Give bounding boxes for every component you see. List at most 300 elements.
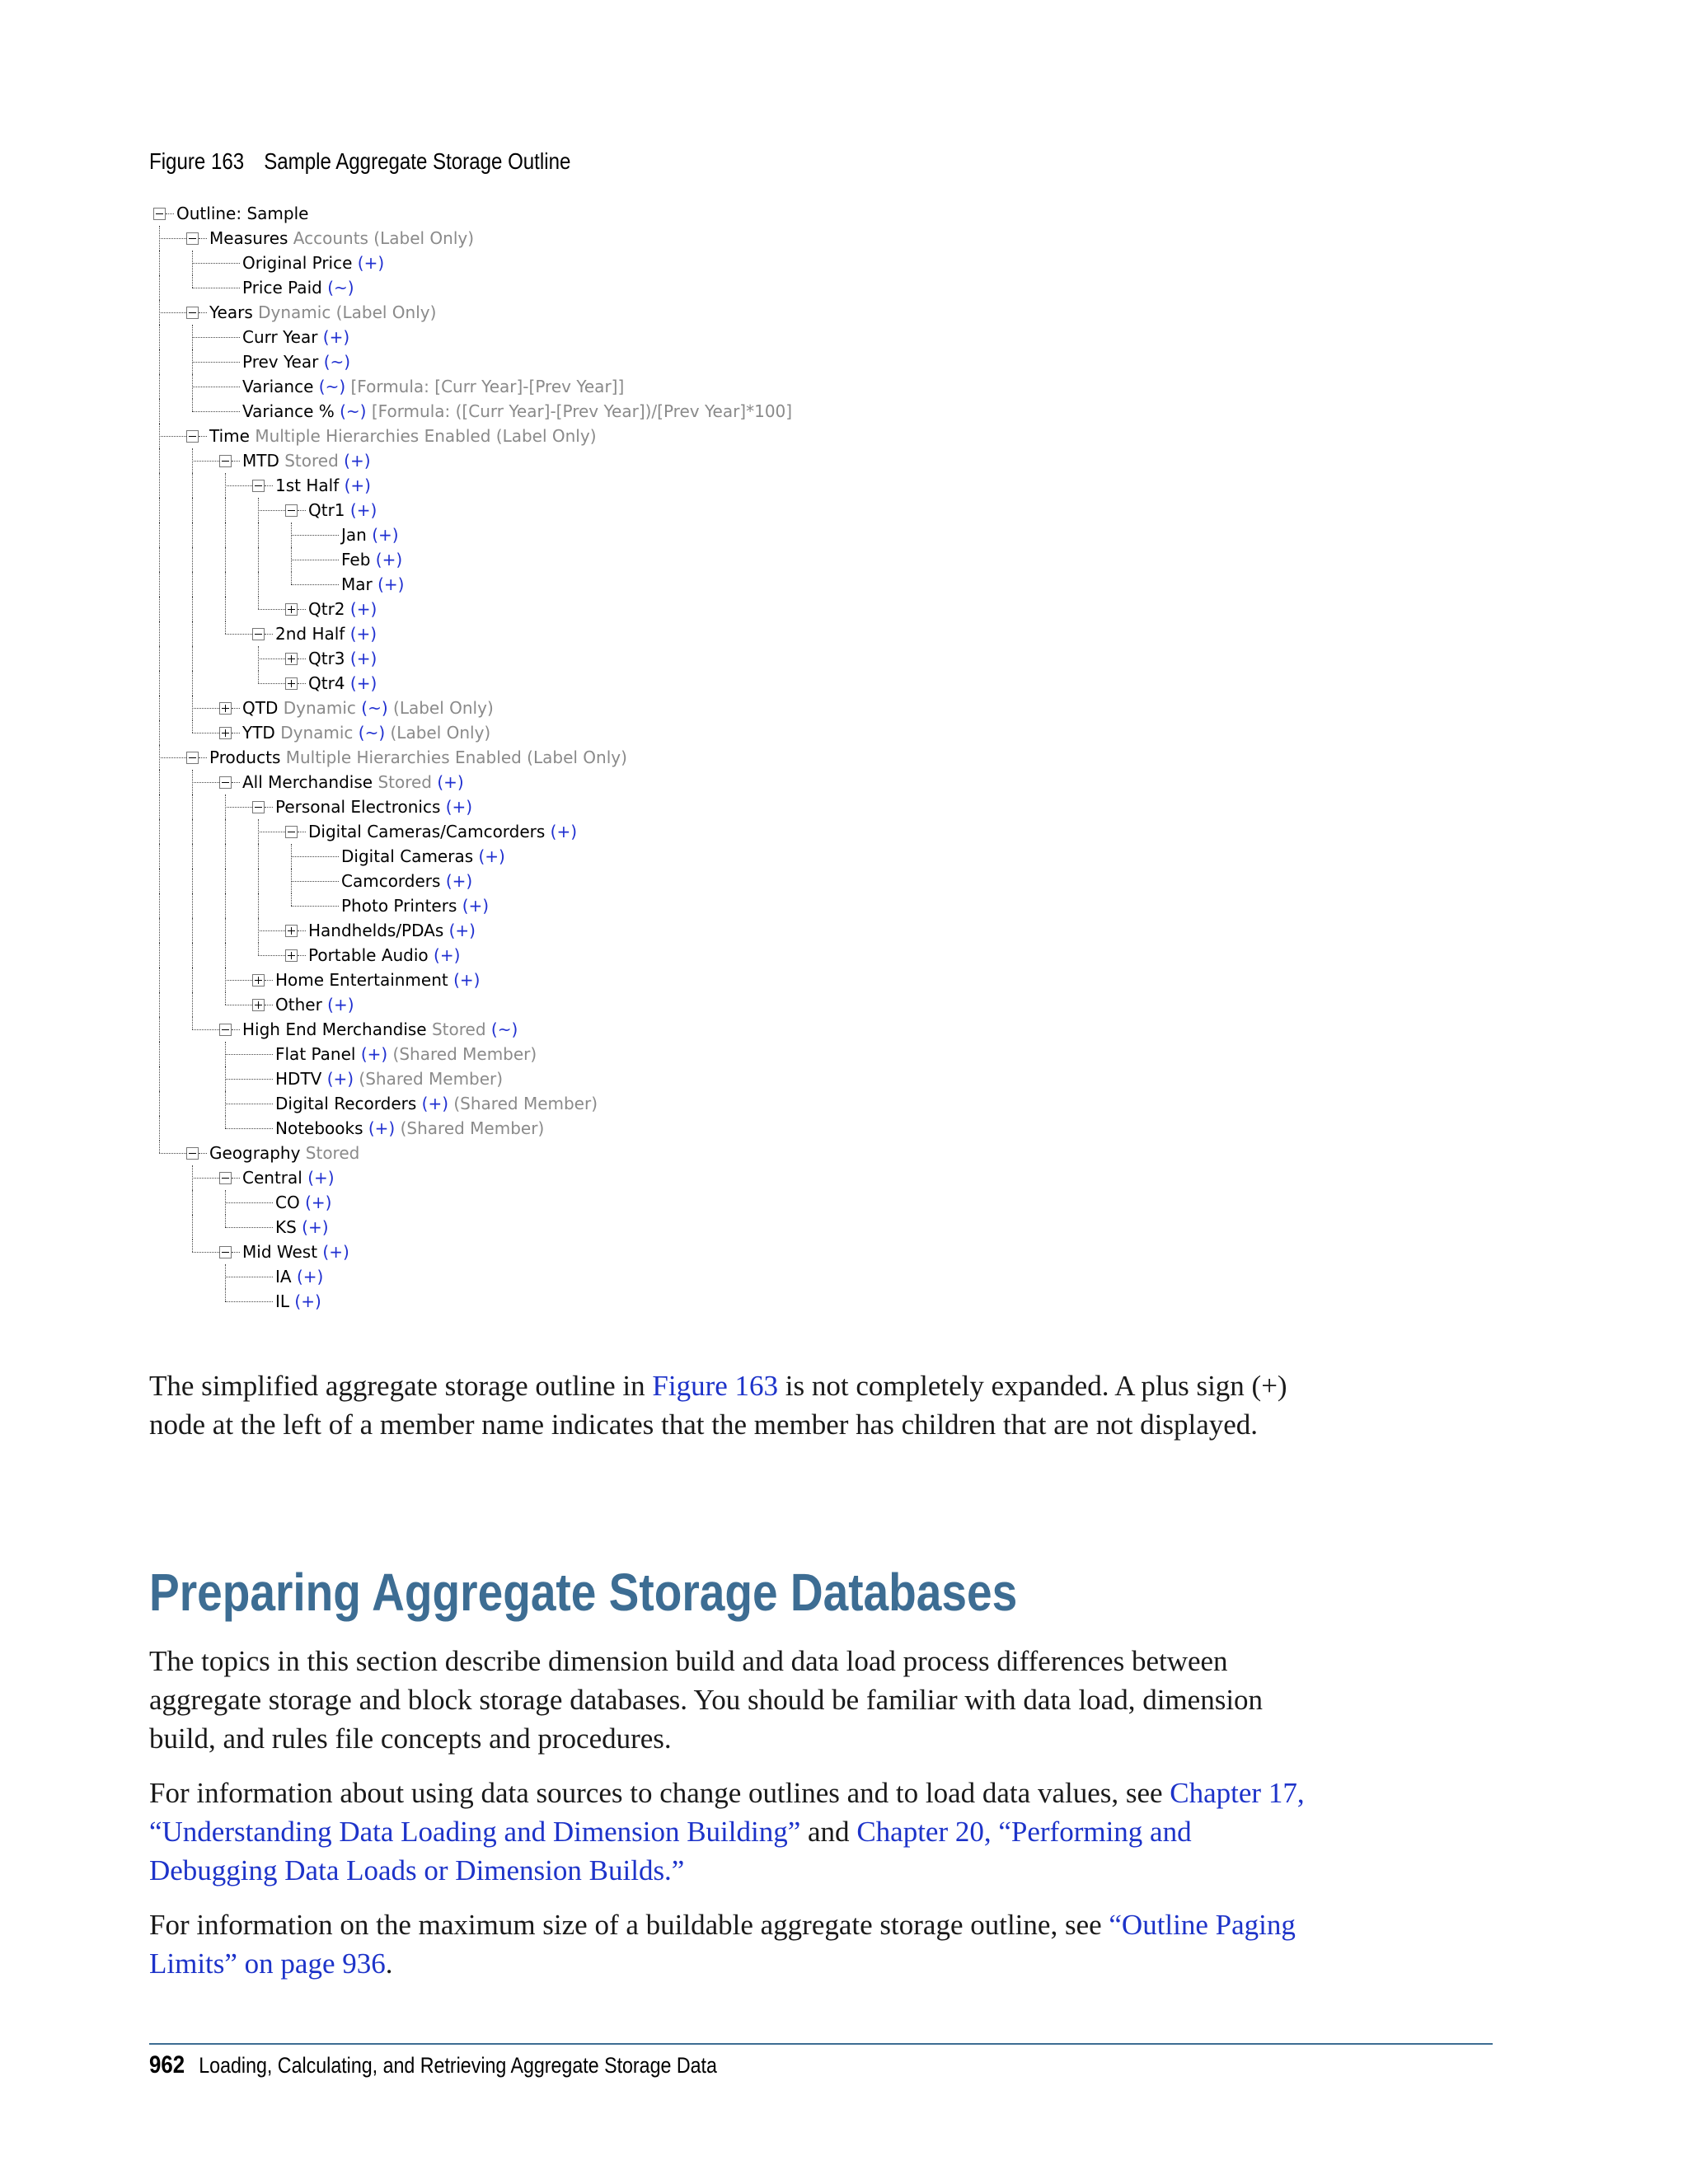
tree-guide-line <box>225 918 226 943</box>
tree-connector-line <box>159 436 186 437</box>
outline-member-qtr1[interactable] <box>308 498 377 523</box>
member-name: High End Merchandise <box>242 1019 432 1039</box>
tree-connector-line <box>192 1029 219 1030</box>
member-name: Variance <box>242 377 319 396</box>
member-property: [Formula: [Curr Year]-[Prev Year]] <box>345 377 625 396</box>
tree-connector-line <box>159 238 186 239</box>
member-property: Stored <box>377 772 438 792</box>
tree-guide-line <box>225 844 226 869</box>
outline-member-ytd[interactable] <box>242 720 490 745</box>
running-footer: Loading, Calculating, and Retrieving Aggregate Storage Data <box>199 2053 717 2078</box>
member-name: Feb <box>341 550 376 569</box>
tree-branch-line <box>225 1215 226 1227</box>
member-name: Products <box>209 748 286 767</box>
member-name: Handhelds/PDAs <box>308 921 449 940</box>
outline-member-central[interactable] <box>242 1165 335 1190</box>
tree-connector-line <box>166 213 174 214</box>
consolidation-symbol: (+) <box>372 525 399 545</box>
tree-connector-line <box>265 634 273 635</box>
tree-connector-line <box>192 461 219 462</box>
tree-guide-line <box>159 498 160 523</box>
tree-connector-line <box>192 708 219 709</box>
collapse-icon[interactable] <box>252 801 265 813</box>
member-name: Qtr2 <box>308 599 350 619</box>
member-name: Digital Recorders <box>275 1094 422 1113</box>
outline-member-mtd[interactable] <box>242 448 371 473</box>
tree-guide-line <box>225 869 226 893</box>
footer-rule <box>149 2043 1493 2045</box>
outline-member-outline-sample[interactable] <box>176 201 308 226</box>
member-name: Home Entertainment <box>275 970 454 990</box>
consolidation-symbol: (+) <box>445 797 473 817</box>
member-name: Flat Panel <box>275 1044 361 1064</box>
tree-guide-line <box>159 523 160 547</box>
member-name: 2nd Half <box>275 624 350 644</box>
expand-icon[interactable] <box>285 949 298 962</box>
outline-member-other[interactable] <box>275 992 354 1017</box>
member-name: Outline: Sample <box>176 204 309 223</box>
tree-connector-line <box>199 312 207 313</box>
consolidation-symbol: (+) <box>296 1267 324 1286</box>
consolidation-symbol: (+) <box>305 1193 332 1212</box>
tree-guide-line <box>225 547 226 572</box>
tree-connector-line <box>291 881 339 882</box>
outline-member-all-merchandise[interactable] <box>242 770 464 794</box>
member-name: Portable Audio <box>308 945 434 965</box>
outline-member-price-paid[interactable] <box>242 275 354 300</box>
tree-connector-line <box>159 757 186 758</box>
tree-connector-line <box>258 510 285 511</box>
tree-branch-line <box>192 399 193 411</box>
tree-guide-line <box>159 1066 160 1091</box>
member-property: (Label Only) <box>385 723 491 743</box>
collapse-icon[interactable] <box>186 752 199 764</box>
tree-connector-line <box>258 955 285 956</box>
tree-guide-line <box>192 893 193 918</box>
outline-member-flat-panel[interactable] <box>275 1042 537 1066</box>
tree-guide-line <box>159 794 160 819</box>
tree-connector-line <box>291 906 339 907</box>
consolidation-symbol: (+) <box>377 574 405 594</box>
outline-member-ia[interactable] <box>275 1264 323 1289</box>
consolidation-symbol: (+) <box>344 476 371 495</box>
outline-member-handhelds-pdas[interactable] <box>308 918 476 943</box>
tree-guide-line <box>192 646 193 671</box>
consolidation-symbol: (+) <box>322 1242 349 1262</box>
outline-member-feb[interactable] <box>341 547 402 572</box>
tree-guide-line <box>258 572 259 597</box>
collapse-icon[interactable] <box>219 1024 232 1036</box>
outline-member-variance[interactable] <box>242 399 792 424</box>
consolidation-symbol: (+) <box>453 970 481 990</box>
member-name: Qtr1 <box>308 500 350 520</box>
tree-guide-line <box>159 992 160 1017</box>
member-name: Notebooks <box>275 1118 368 1138</box>
tree-connector-line <box>258 658 285 659</box>
outline-member-measures[interactable] <box>209 226 474 251</box>
tree-guide-line <box>159 1091 160 1116</box>
tree-connector-line <box>225 1227 273 1228</box>
consolidation-symbol: (+) <box>326 1069 354 1089</box>
consolidation-symbol: (+) <box>375 550 403 569</box>
tree-connector-line <box>298 510 306 511</box>
tree-branch-line <box>192 1017 193 1029</box>
outline-member-notebooks[interactable] <box>275 1116 544 1141</box>
member-property: (Shared Member) <box>448 1094 598 1113</box>
outline-member-qtr3[interactable] <box>308 646 377 671</box>
outline-member-mar[interactable] <box>341 572 404 597</box>
collapse-icon[interactable] <box>252 480 265 492</box>
tree-connector-line <box>258 930 285 931</box>
tree-branch-line <box>192 275 193 288</box>
link-chapter-20[interactable]: Chapter 20, “Performing and Debugging Data Loads or Dimension Builds.” <box>149 1816 1192 1886</box>
tree-guide-line <box>159 572 160 597</box>
tree-guide-line <box>159 918 160 943</box>
member-property: Stored <box>284 451 345 471</box>
consolidation-symbol: (+) <box>327 995 354 1015</box>
tree-guide-line <box>225 597 226 621</box>
tree-branch-line <box>225 1116 226 1128</box>
member-name: Digital Cameras <box>341 846 479 866</box>
collapse-icon[interactable] <box>219 1246 232 1258</box>
outline-member-geography[interactable] <box>209 1141 359 1165</box>
tree-guide-line <box>258 893 259 918</box>
consolidation-symbol: (+) <box>322 327 350 347</box>
member-name: 1st Half <box>275 476 345 495</box>
outline-member-1st-half[interactable] <box>275 473 371 498</box>
member-property: [Formula: ([Curr Year]-[Prev Year])/[Prev Year]*100] <box>366 401 793 421</box>
tree-connector-line <box>192 362 240 363</box>
tree-branch-line <box>291 893 292 906</box>
tree-connector-line <box>298 683 306 684</box>
member-name: HDTV <box>275 1069 327 1089</box>
outline-member-qtd[interactable] <box>242 696 494 720</box>
tree-connector-line <box>199 1153 207 1154</box>
page-number: 962 <box>149 2051 185 2079</box>
tree-branch-line <box>192 720 193 733</box>
outline-member-photo-printers[interactable] <box>341 893 489 918</box>
member-name: Original Price <box>242 253 358 273</box>
member-name: Curr Year <box>242 327 323 347</box>
collapse-icon[interactable] <box>153 208 166 220</box>
link-outline-paging-limits[interactable]: “Outline Paging Limits” on page 936 <box>149 1909 1296 1980</box>
member-name: Jan <box>341 525 373 545</box>
tree-connector-line <box>225 980 252 981</box>
consolidation-symbol: (+) <box>349 673 377 693</box>
outline-tree <box>153 201 895 1322</box>
consolidation-symbol: (~) <box>327 278 354 298</box>
expand-icon[interactable] <box>219 727 232 739</box>
tree-connector-line <box>192 1252 219 1253</box>
tree-connector-line <box>225 1079 273 1080</box>
figure-title: Sample Aggregate Storage Outline <box>264 148 571 174</box>
consolidation-symbol: (+) <box>349 599 377 619</box>
consolidation-symbol: (~) <box>358 723 386 743</box>
tree-guide-line <box>192 572 193 597</box>
collapse-icon[interactable] <box>285 826 298 838</box>
page-footer <box>149 2051 717 2079</box>
outline-member-2nd-half[interactable] <box>275 621 377 646</box>
member-name: Mar <box>341 574 378 594</box>
tree-guide-line <box>192 844 193 869</box>
tree-guide-line <box>225 523 226 547</box>
tree-guide-line <box>159 448 160 473</box>
tree-connector-line <box>232 782 240 783</box>
tree-connector-line <box>232 708 240 709</box>
tree-guide-line <box>192 1190 193 1215</box>
tree-guide-line <box>192 621 193 646</box>
member-name: QTD <box>242 698 284 718</box>
tree-connector-line <box>298 658 306 659</box>
outline-member-original-price[interactable] <box>242 251 384 275</box>
member-name: Mid West <box>242 1242 323 1262</box>
tree-guide-line <box>159 275 160 300</box>
consolidation-symbol: (+) <box>462 896 490 916</box>
expand-icon[interactable] <box>252 974 265 987</box>
member-name: Digital Cameras/Camcorders <box>308 822 551 841</box>
tree-guide-line <box>159 251 160 275</box>
expand-icon[interactable] <box>219 702 232 715</box>
link-chapter-17[interactable]: Chapter 17, “Understanding Data Loading and Dimension Building” <box>149 1777 1305 1848</box>
member-property: Multiple Hierarchies Enabled (Label Only) <box>255 426 597 446</box>
paragraph-outline-note: The simplified aggregate storage outline in Figure 163 is not completely expanded. A plus sign (+) node at the left of a member name indicates that the member has children that are not displayed. <box>149 1370 1287 1441</box>
member-property: Multiple Hierarchies Enabled (Label Only) <box>285 748 627 767</box>
member-name: IL <box>275 1291 295 1311</box>
consolidation-symbol: (+) <box>360 1044 388 1064</box>
tree-branch-line <box>258 943 259 955</box>
tree-branch-line <box>258 597 259 609</box>
member-property: (Shared Member) <box>387 1044 537 1064</box>
consolidation-symbol: (+) <box>550 822 578 841</box>
tree-connector-line <box>232 1178 240 1179</box>
collapse-icon[interactable] <box>186 1147 199 1160</box>
outline-member-variance[interactable] <box>242 374 624 399</box>
tree-guide-line <box>225 819 226 844</box>
tree-connector-line <box>192 782 219 783</box>
outline-member-high-end-merchandise[interactable] <box>242 1017 518 1042</box>
outline-member-jan[interactable] <box>341 523 399 547</box>
consolidation-symbol: (~) <box>340 401 367 421</box>
tree-connector-line <box>225 634 252 635</box>
member-name: Qtr3 <box>308 649 350 668</box>
tree-guide-line <box>159 473 160 498</box>
tree-guide-line <box>159 1116 160 1141</box>
tree-guide-line <box>159 720 160 745</box>
expand-icon[interactable] <box>285 653 298 665</box>
tree-connector-line <box>159 312 186 313</box>
tree-branch-line <box>291 572 292 584</box>
member-name: All Merchandise <box>242 772 378 792</box>
member-name: Personal Electronics <box>275 797 446 817</box>
expand-icon[interactable] <box>285 925 298 937</box>
tree-guide-line <box>159 1042 160 1066</box>
member-property: Stored <box>305 1143 360 1163</box>
tree-guide-line <box>258 869 259 893</box>
tree-connector-line <box>298 955 306 956</box>
consolidation-symbol: (~) <box>318 377 346 396</box>
expand-icon[interactable] <box>285 603 298 616</box>
member-name: Time <box>209 426 256 446</box>
tree-guide-line <box>225 572 226 597</box>
tree-connector-line <box>232 1029 240 1030</box>
member-name: Qtr4 <box>308 673 350 693</box>
outline-member-curr-year[interactable] <box>242 325 349 349</box>
consolidation-symbol: (+) <box>349 500 377 520</box>
outline-member-digital-recorders[interactable] <box>275 1091 598 1116</box>
tree-guide-line <box>159 671 160 696</box>
tree-connector-line <box>199 436 207 437</box>
consolidation-symbol: (+) <box>302 1217 329 1237</box>
collapse-icon[interactable] <box>186 232 199 245</box>
consolidation-symbol: (~) <box>490 1019 518 1039</box>
tree-branch-line <box>225 621 226 634</box>
tree-connector-line <box>225 1128 273 1129</box>
outline-member-home-entertainment[interactable] <box>275 968 480 992</box>
member-name: IA <box>275 1267 297 1286</box>
tree-guide-line <box>192 992 193 1017</box>
member-name: Prev Year <box>242 352 324 372</box>
tree-connector-line <box>291 856 339 857</box>
tree-guide-line <box>192 671 193 696</box>
outline-member-products[interactable] <box>209 745 627 770</box>
member-name: Years <box>209 302 259 322</box>
outline-member-qtr2[interactable] <box>308 597 377 621</box>
tree-connector-line <box>192 1178 219 1179</box>
collapse-icon[interactable] <box>219 776 232 789</box>
member-name: YTD <box>242 723 281 743</box>
expand-icon[interactable] <box>252 999 265 1011</box>
member-name: Central <box>242 1168 308 1188</box>
collapse-icon[interactable] <box>219 1172 232 1184</box>
outline-member-digital-cameras[interactable] <box>341 844 505 869</box>
tree-guide-line <box>159 1017 160 1042</box>
tree-connector-line <box>232 1252 240 1253</box>
tree-connector-line <box>192 337 240 338</box>
outline-member-qtr4[interactable] <box>308 671 377 696</box>
paragraph-data-sources: For information about using data sources to change outlines and to load data values, see Chapter 17, “Understanding Data Loading and Dimension Building” and Chapter 20, “Performing and Debugging Data Loads or Dimension Builds.” <box>149 1777 1305 1886</box>
outline-member-hdtv[interactable] <box>275 1066 503 1091</box>
tree-connector-line <box>192 263 240 264</box>
expand-icon[interactable] <box>285 677 298 690</box>
figure-number: Figure 163 <box>149 148 245 174</box>
tree-guide-line <box>192 473 193 498</box>
link-figure-163[interactable]: Figure 163 <box>652 1370 779 1402</box>
member-name: Photo Printers <box>341 896 462 916</box>
consolidation-symbol: (+) <box>448 921 476 940</box>
tree-guide-line <box>159 696 160 720</box>
member-name: KS <box>275 1217 302 1237</box>
member-name: Price Paid <box>242 278 328 298</box>
tree-guide-line <box>159 621 160 646</box>
tree-guide-line <box>159 325 160 349</box>
tree-guide-line <box>159 399 160 424</box>
tree-connector-line <box>232 461 240 462</box>
outline-member-il[interactable] <box>275 1289 321 1314</box>
tree-connector-line <box>258 683 285 684</box>
outline-member-time[interactable] <box>209 424 597 448</box>
outline-member-personal-electronics[interactable] <box>275 794 472 819</box>
member-name: MTD <box>242 451 285 471</box>
tree-guide-line <box>192 498 193 523</box>
member-name: CO <box>275 1193 306 1212</box>
tree-connector-line <box>265 807 273 808</box>
member-name: Camcorders <box>341 871 446 891</box>
tree-guide-line <box>225 498 226 523</box>
consolidation-symbol: (+) <box>349 624 377 644</box>
tree-connector-line <box>225 1301 273 1302</box>
consolidation-symbol: (+) <box>421 1094 449 1113</box>
tree-guide-line <box>159 869 160 893</box>
tree-guide-line <box>192 918 193 943</box>
tree-connector-line <box>298 930 306 931</box>
tree-guide-line <box>192 1215 193 1240</box>
consolidation-symbol: (+) <box>349 649 377 668</box>
outline-member-portable-audio[interactable] <box>308 943 460 968</box>
outline-member-prev-year[interactable] <box>242 349 350 374</box>
member-name: Variance % <box>242 401 340 421</box>
section-heading: Preparing Aggregate Storage Databases <box>149 1563 1018 1622</box>
paragraph-topics: The topics in this section describe dimension build and data load process differences between aggregate storage and block storage databases. You should be familiar with data load, dimension build, and rules file concepts and procedures. <box>149 1645 1264 1755</box>
tree-guide-line <box>159 349 160 374</box>
collapse-icon[interactable] <box>186 307 199 319</box>
collapse-icon[interactable] <box>219 455 232 467</box>
tree-guide-line <box>225 893 226 918</box>
tree-guide-line <box>192 547 193 572</box>
outline-member-co[interactable] <box>275 1190 331 1215</box>
outline-member-camcorders[interactable] <box>341 869 472 893</box>
outline-member-digital-cameras-camcorders[interactable] <box>308 819 577 844</box>
outline-member-mid-west[interactable] <box>242 1240 349 1264</box>
outline-member-years[interactable] <box>209 300 436 325</box>
consolidation-symbol: (+) <box>307 1168 335 1188</box>
consolidation-symbol: (+) <box>437 772 464 792</box>
tree-guide-line <box>159 374 160 399</box>
consolidation-symbol: (+) <box>478 846 505 866</box>
tree-branch-line <box>159 1141 160 1153</box>
tree-guide-line <box>159 893 160 918</box>
tree-connector-line <box>258 609 285 610</box>
tree-guide-line <box>225 943 226 968</box>
member-property: Dynamic <box>280 723 359 743</box>
tree-guide-line <box>258 844 259 869</box>
tree-guide-line <box>258 523 259 547</box>
tree-branch-line <box>225 1289 226 1301</box>
tree-guide-line <box>192 943 193 968</box>
tree-connector-line <box>265 485 273 486</box>
outline-member-ks[interactable] <box>275 1215 329 1240</box>
collapse-icon[interactable] <box>186 430 199 443</box>
consolidation-symbol: (~) <box>361 698 388 718</box>
tree-branch-line <box>192 1240 193 1252</box>
collapse-icon[interactable] <box>252 628 265 640</box>
member-name: Measures <box>209 228 293 248</box>
collapse-icon[interactable] <box>285 504 298 517</box>
paragraph-outline-size: For information on the maximum size of a buildable aggregate storage outline, see “Outline Paging Limits” on page 936. <box>149 1909 1296 1980</box>
member-property: Accounts (Label Only) <box>293 228 475 248</box>
member-name: Geography <box>209 1143 306 1163</box>
tree-guide-line <box>159 943 160 968</box>
tree-guide-line <box>159 770 160 794</box>
tree-guide-line <box>192 819 193 844</box>
tree-connector-line <box>192 411 240 412</box>
consolidation-symbol: (+) <box>445 871 473 891</box>
tree-guide-line <box>258 547 259 572</box>
tree-connector-line <box>291 535 339 536</box>
tree-connector-line <box>265 980 273 981</box>
consolidation-symbol: (+) <box>434 945 461 965</box>
tree-guide-line <box>192 794 193 819</box>
tree-connector-line <box>225 485 252 486</box>
